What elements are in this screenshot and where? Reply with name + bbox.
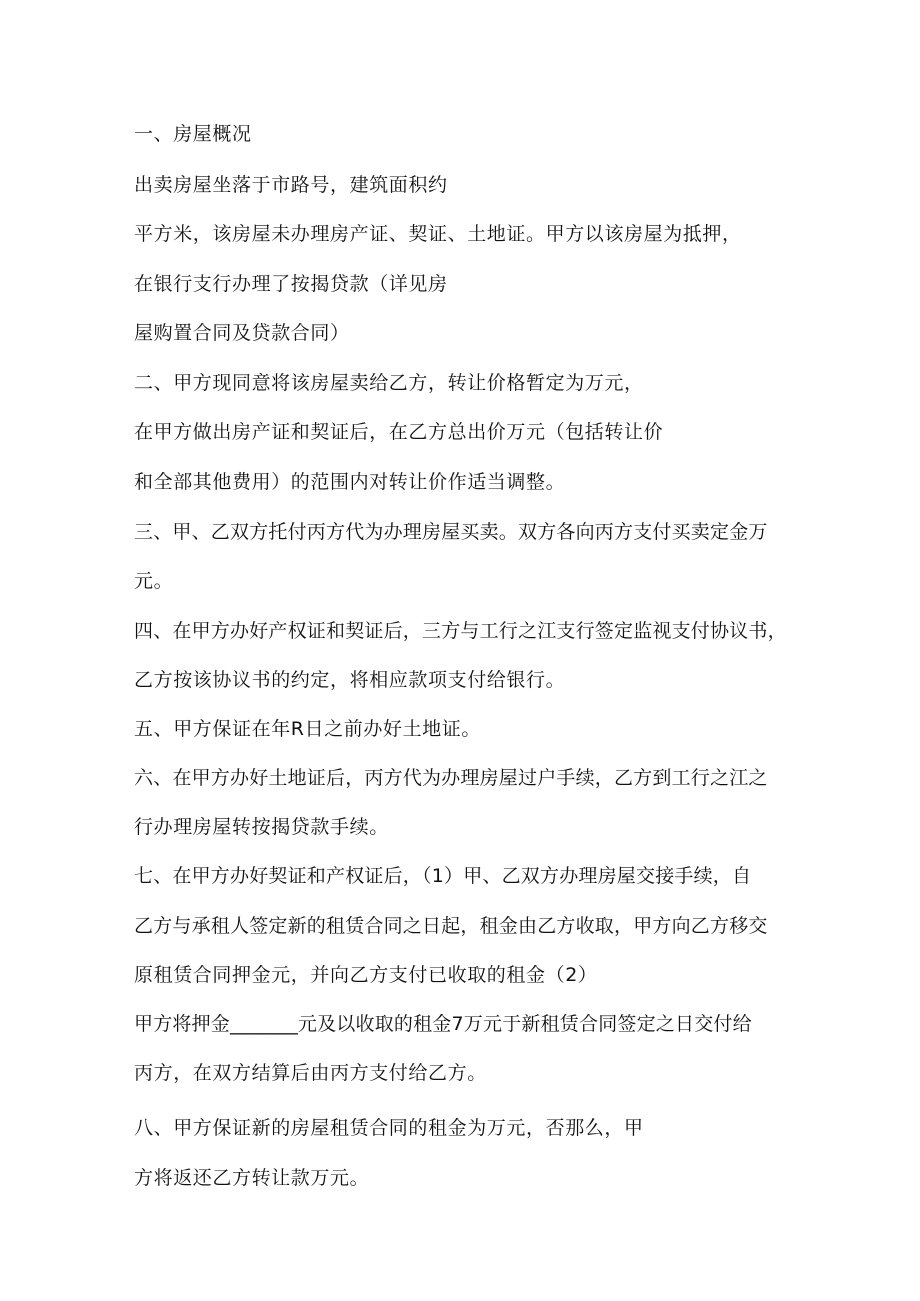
clause-7: 七、在甲方办好契证和产权证后，（1）甲、乙双方办理房屋交接手续，自 <box>134 865 752 887</box>
paragraph-line: 元。 <box>134 570 174 592</box>
paragraph-line: 丙方，在双方结算后由丙方支付给乙方。 <box>134 1062 487 1084</box>
paragraph-line: 方将返还乙方转让款万元。 <box>134 1167 370 1189</box>
paragraph-line: 出卖房屋坐落于市路号，建筑面积约 <box>134 174 448 196</box>
paragraph-line: 平方米，该房屋未办理房产证、契证、土地证。甲方以该房屋为抵押， <box>134 223 742 245</box>
paragraph-line: 在甲方做出房产证和契证后，在乙方总出价万元（包括转让价 <box>134 421 664 443</box>
clause-5: 五、甲方保证在年R日之前办好土地证。 <box>134 718 482 740</box>
paragraph-line: 乙方与承租人签定新的租赁合同之日起，租金由乙方收取，甲方向乙方移交 <box>134 915 768 937</box>
clause-2: 二、甲方现同意将该房屋卖给乙方，转让价格暂定为万元， <box>134 372 644 394</box>
paragraph-line: 乙方按该协议书的约定，将相应款项支付给银行。 <box>134 669 566 691</box>
clause-3: 三、甲、乙双方托付丙方代为办理房屋买卖。双方各向丙方支付买卖定金万 <box>134 521 768 543</box>
paragraph-line: 和全部其他费用）的范围内对转让价作适当调整。 <box>134 471 566 493</box>
section-heading-1: 一、房屋概况 <box>134 123 252 145</box>
clause-8: 八、甲方保证新的房屋租赁合同的租金为万元，否那么，甲 <box>134 1117 644 1139</box>
clause-6: 六、在甲方办好土地证后，丙方代为办理房屋过户手续，乙方到工行之江之 <box>134 767 768 789</box>
paragraph-line: 原租赁合同押金元，并向乙方支付已收取的租金（2） <box>134 964 598 986</box>
paragraph-line: 甲方将押金_______元及以收取的租金7万元于新租赁合同签定之日交付给 <box>134 1013 752 1035</box>
paragraph-line: 屋购置合同及贷款合同） <box>134 322 350 344</box>
paragraph-line: 行办理房屋转按揭贷款手续。 <box>134 816 389 838</box>
paragraph-line: 在银行支行办理了按揭贷款（详见房 <box>134 273 448 295</box>
clause-4: 四、在甲方办好产权证和契证后，三方与工行之江支行签定监视支付协议书， <box>134 620 787 642</box>
